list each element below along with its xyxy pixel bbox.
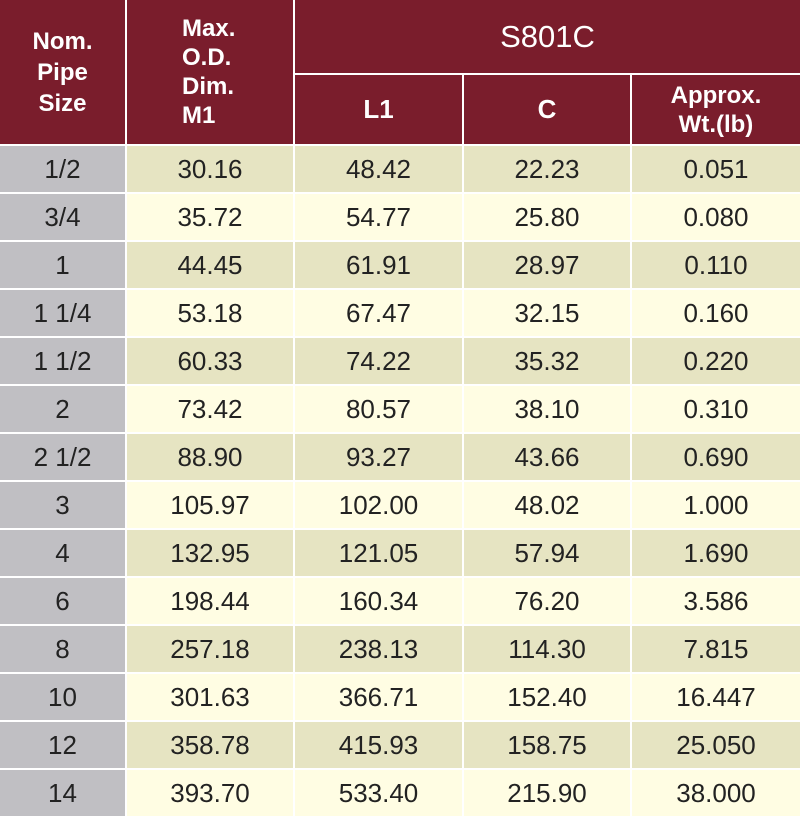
nom-pipe-size-cell: 3/4	[0, 194, 125, 240]
c-cell: 76.20	[464, 578, 630, 624]
c-cell: 38.10	[464, 386, 630, 432]
approx-wt-cell: 3.586	[632, 578, 800, 624]
table-body	[0, 146, 800, 818]
header-max-od-dim: Max. O.D. Dim. M1	[182, 15, 236, 129]
nom-pipe-size-cell: 10	[0, 674, 125, 720]
c-cell: 43.66	[464, 434, 630, 480]
max-od-cell: 198.44	[127, 578, 293, 624]
nom-pipe-size-cell: 12	[0, 722, 125, 768]
table-row	[0, 770, 800, 816]
l1-cell: 61.91	[295, 242, 462, 288]
table-row	[0, 386, 800, 432]
approx-wt-cell: 38.000	[632, 770, 800, 816]
c-cell: 48.02	[464, 482, 630, 528]
l1-cell: 238.13	[295, 626, 462, 672]
l1-cell: 102.00	[295, 482, 462, 528]
table-row	[0, 722, 800, 768]
table-row	[0, 626, 800, 672]
table-row	[0, 530, 800, 576]
c-cell: 32.15	[464, 290, 630, 336]
max-od-cell: 73.42	[127, 386, 293, 432]
nom-pipe-size-cell: 1 1/2	[0, 338, 125, 384]
l1-cell: 80.57	[295, 386, 462, 432]
table-row	[0, 338, 800, 384]
approx-wt-cell: 1.690	[632, 530, 800, 576]
header-c: C	[537, 94, 557, 124]
l1-cell: 366.71	[295, 674, 462, 720]
nom-pipe-size-cell: 8	[0, 626, 125, 672]
approx-wt-cell: 0.080	[632, 194, 800, 240]
c-cell: 215.90	[464, 770, 630, 816]
table-row	[0, 146, 800, 192]
approx-wt-cell: 1.000	[632, 482, 800, 528]
l1-cell: 54.77	[295, 194, 462, 240]
c-cell: 22.23	[464, 146, 630, 192]
table-row	[0, 674, 800, 720]
c-cell: 28.97	[464, 242, 630, 288]
c-cell: 35.32	[464, 338, 630, 384]
nom-pipe-size-cell: 1	[0, 242, 125, 288]
nom-pipe-size-cell: 14	[0, 770, 125, 816]
header-divider	[293, 0, 295, 144]
l1-cell: 67.47	[295, 290, 462, 336]
nom-pipe-size-cell: 4	[0, 530, 125, 576]
c-cell: 114.30	[464, 626, 630, 672]
nom-pipe-size-cell: 1/2	[0, 146, 125, 192]
header-nom-pipe-size: Nom. Pipe Size	[32, 27, 93, 117]
header-approx-wt: Approx. Wt.(lb)	[670, 81, 762, 138]
max-od-cell: 393.70	[127, 770, 293, 816]
max-od-cell: 53.18	[127, 290, 293, 336]
c-cell: 57.94	[464, 530, 630, 576]
l1-cell: 93.27	[295, 434, 462, 480]
l1-cell: 533.40	[295, 770, 462, 816]
header-divider	[125, 0, 127, 144]
header-group-title: S801C	[500, 18, 595, 54]
max-od-cell: 257.18	[127, 626, 293, 672]
table-row	[0, 194, 800, 240]
table-row	[0, 434, 800, 480]
max-od-cell: 44.45	[127, 242, 293, 288]
max-od-cell: 35.72	[127, 194, 293, 240]
header-divider	[630, 75, 632, 144]
max-od-cell: 88.90	[127, 434, 293, 480]
nom-pipe-size-cell: 3	[0, 482, 125, 528]
l1-cell: 415.93	[295, 722, 462, 768]
approx-wt-cell: 0.110	[632, 242, 800, 288]
max-od-cell: 105.97	[127, 482, 293, 528]
approx-wt-cell: 0.220	[632, 338, 800, 384]
l1-cell: 74.22	[295, 338, 462, 384]
header-l1: L1	[363, 94, 394, 124]
l1-cell: 48.42	[295, 146, 462, 192]
c-cell: 158.75	[464, 722, 630, 768]
header-divider	[462, 75, 464, 144]
nom-pipe-size-cell: 6	[0, 578, 125, 624]
nom-pipe-size-cell: 2 1/2	[0, 434, 125, 480]
approx-wt-cell: 0.160	[632, 290, 800, 336]
max-od-cell: 358.78	[127, 722, 293, 768]
approx-wt-cell: 7.815	[632, 626, 800, 672]
max-od-cell: 60.33	[127, 338, 293, 384]
approx-wt-cell: 0.310	[632, 386, 800, 432]
table-row	[0, 578, 800, 624]
nom-pipe-size-cell: 1 1/4	[0, 290, 125, 336]
approx-wt-cell: 16.447	[632, 674, 800, 720]
table-row	[0, 290, 800, 336]
table-row	[0, 482, 800, 528]
approx-wt-cell: 0.051	[632, 146, 800, 192]
nom-pipe-size-cell: 2	[0, 386, 125, 432]
max-od-cell: 132.95	[127, 530, 293, 576]
approx-wt-cell: 0.690	[632, 434, 800, 480]
l1-cell: 121.05	[295, 530, 462, 576]
c-cell: 152.40	[464, 674, 630, 720]
max-od-cell: 30.16	[127, 146, 293, 192]
c-cell: 25.80	[464, 194, 630, 240]
approx-wt-cell: 25.050	[632, 722, 800, 768]
table-row	[0, 242, 800, 288]
max-od-cell: 301.63	[127, 674, 293, 720]
l1-cell: 160.34	[295, 578, 462, 624]
header-divider	[295, 73, 800, 75]
